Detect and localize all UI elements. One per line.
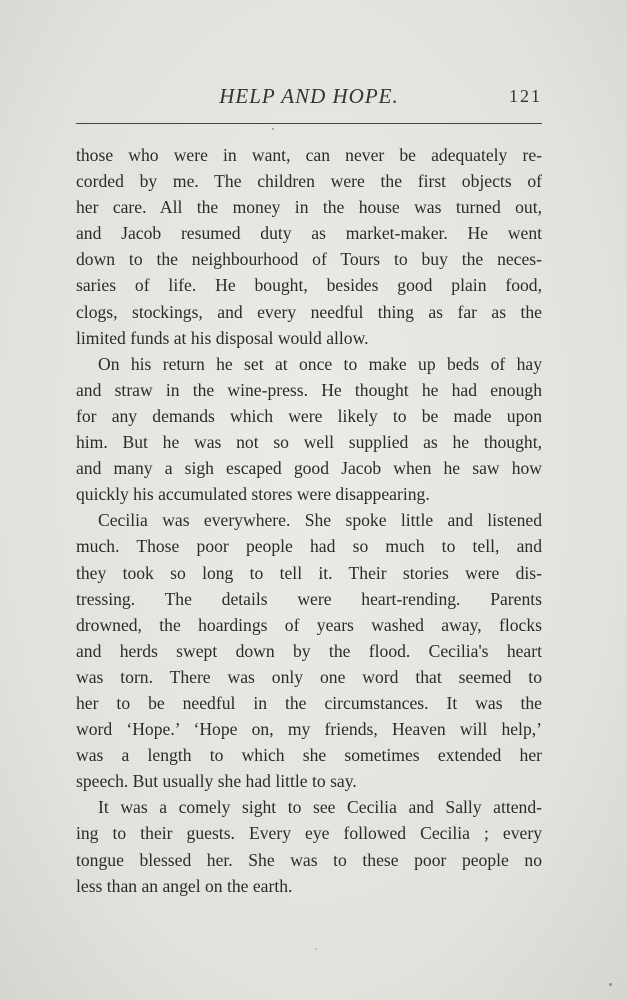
page-header — [76, 84, 542, 114]
text-line: corded by me. The children were the first objects of — [76, 171, 542, 192]
text-line: Cecilia was everywhere. She spoke little and listened — [98, 510, 542, 531]
text-line: her care. All the money in the house was turned out, — [76, 197, 542, 218]
text-line: less than an angel on the earth. — [76, 875, 293, 896]
text-line: clogs, stockings, and every needful thing as far as the — [76, 301, 542, 322]
text-line: On his return he set at once to make up beds of hay — [98, 353, 542, 374]
text-line: those who were in want, can never be adequately re- — [76, 145, 542, 165]
text-line: and herds swept down by the flood. Cecilia's heart — [76, 640, 542, 661]
text-line: him. But he was not so well supplied as he thought, — [76, 432, 542, 453]
paper-speck — [272, 128, 274, 130]
text-line: and many a sigh escaped good Jacob when he saw how — [76, 458, 542, 479]
text-line: ing to their guests. Every eye followed Cecilia ; every — [76, 823, 542, 844]
text-line: was a length to which she sometimes extended her — [76, 745, 542, 766]
text-line: and Jacob resumed duty as market-maker. He went — [76, 223, 542, 244]
header-rule — [76, 123, 542, 124]
text-line: drowned, the hoardings of years washed away, flocks — [76, 614, 542, 635]
text-line: quickly his accumulated stores were disappearing. — [76, 484, 430, 505]
text-line: speech. But usually she had little to say. — [76, 771, 357, 792]
text-line: they took so long to tell it. Their stories were dis- — [76, 562, 542, 583]
text-line: down to the neighbourhood of Tours to buy the neces- — [76, 249, 542, 270]
text-line: for any demands which were likely to be made upon — [76, 405, 542, 426]
page-number: 121 — [509, 86, 542, 106]
text-line: limited funds at his disposal would allow. — [76, 327, 369, 348]
running-title: HELP AND HOPE. — [219, 84, 399, 108]
text-line: her to be needful in the circumstances. It was the — [76, 692, 542, 713]
paper-speck — [609, 983, 612, 986]
text-line: saries of life. He bought, besides good plain food, — [76, 275, 542, 296]
body-text — [76, 142, 542, 899]
text-line: was torn. There was only one word that seemed to — [76, 666, 542, 687]
text-line: word ‘Hope.’ ‘Hope on, my friends, Heaven will help,’ — [76, 719, 542, 740]
text-line: It was a comely sight to see Cecilia and Sally attend- — [98, 797, 542, 818]
text-line: tongue blessed her. She was to these poor people no — [76, 849, 542, 870]
paper-speck — [315, 948, 317, 950]
text-line: and straw in the wine-press. He thought he had enough — [76, 379, 542, 400]
text-line: tressing. The details were heart-rending. Parents — [76, 588, 542, 609]
text-line: much. Those poor people had so much to tell, and — [76, 536, 542, 557]
